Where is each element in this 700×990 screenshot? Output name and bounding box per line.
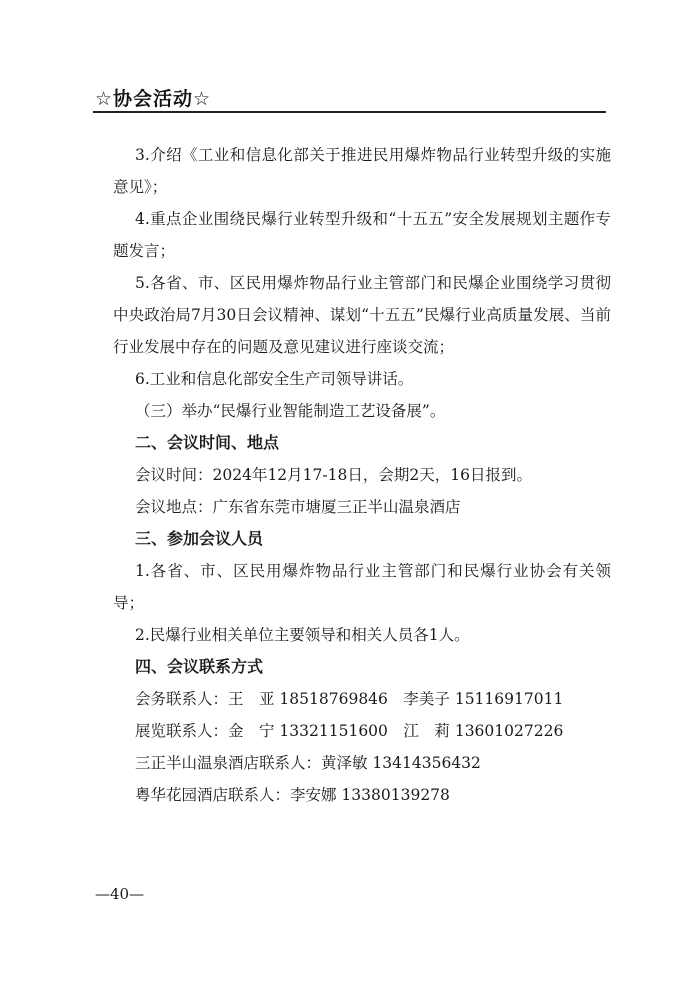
meeting-place: 会议地点：广东省东莞市塘厦三正半山温泉酒店 [135,498,461,516]
attendees-1: 1.各省、市、区民用爆炸物品行业主管部门和民爆行业协会有关领导； [113,562,611,612]
agenda-sub-3: （三）举办“民爆行业智能制造工艺设备展”。 [135,402,446,420]
contact-line-2: 展览联系人：金 宁 13321151600 江 莉 13601027226 [135,722,564,740]
heading-attendees: 三、参加会议人员 [135,529,264,548]
heading-contacts: 四、会议联系方式 [135,657,264,676]
contact-line-4: 粤华花园酒店联系人：李安娜 13380139278 [135,786,450,804]
agenda-item-6: 6.工业和信息化部安全生产司领导讲话。 [135,370,414,388]
document-body [113,139,611,811]
section-header: ☆协会活动☆ [95,88,212,110]
header-divider [93,111,606,113]
attendees-2: 2.民爆行业相关单位主要领导和相关人员各1人。 [135,626,470,644]
agenda-item-5: 5.各省、市、区民用爆炸物品行业主管部门和民爆企业围绕学习贯彻中央政治局7月30日会议精神、谋划“十五五”民爆行业高质量发展、当前行业发展中存在的问题及意见建议进行座谈交流； [113,274,611,356]
contact-line-1: 会务联系人：王 亚 18518769846 李美子 15116917011 [135,690,564,708]
agenda-item-4: 4.重点企业围绕民爆行业转型升级和“十五五”安全发展规划主题作专题发言； [113,210,611,260]
heading-time-place: 二、会议时间、地点 [135,433,280,452]
page-number: —40— [95,885,145,903]
contact-line-3: 三正半山温泉酒店联系人：黄泽敏 13414356432 [135,754,481,772]
agenda-item-3: 3.介绍《工业和信息化部关于推进民用爆炸物品行业转型升级的实施意见》； [113,146,611,196]
meeting-time: 会议时间：2024年12月17-18日，会期2天，16日报到。 [135,466,532,484]
